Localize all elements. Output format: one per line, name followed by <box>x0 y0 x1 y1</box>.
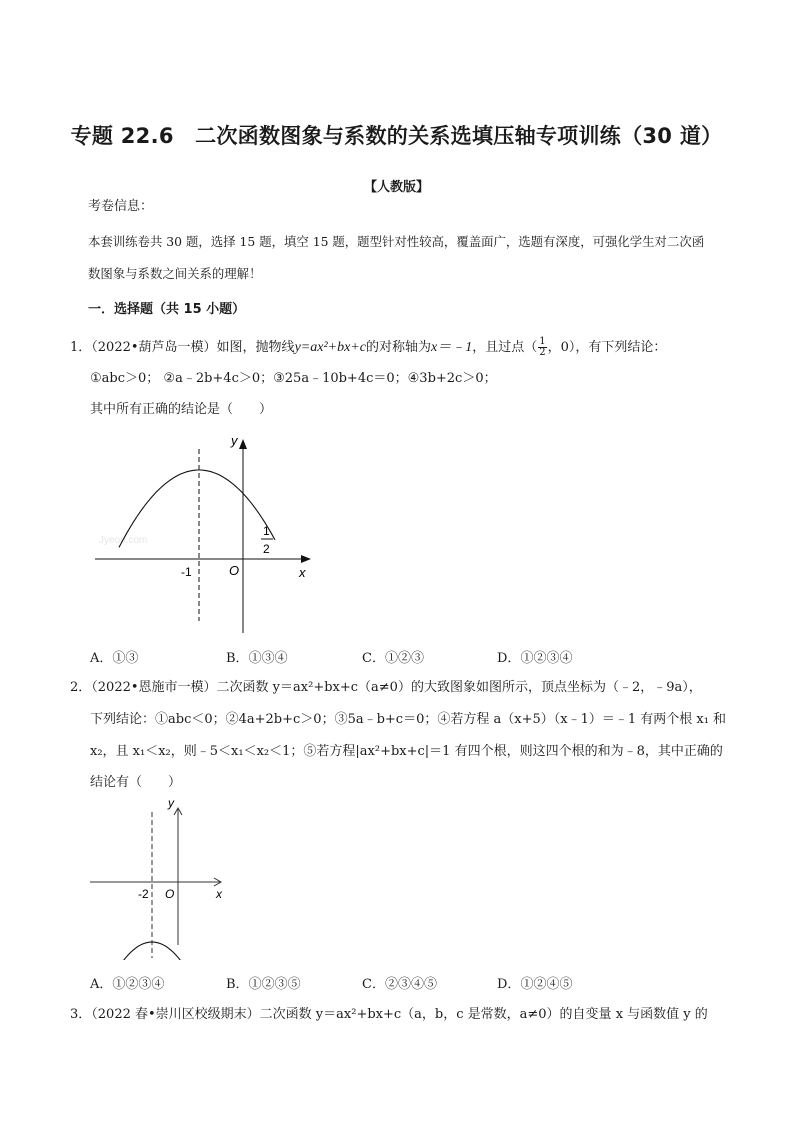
option-value: ①③ <box>112 651 139 666</box>
origin-label: O <box>229 563 240 578</box>
parabola-curve <box>96 942 206 960</box>
q2-option-c[interactable] <box>362 973 437 992</box>
question-1-graph <box>85 425 325 640</box>
question-text: ，且过点（ <box>472 340 538 355</box>
option-value: ①②③④ <box>112 977 165 992</box>
option-value: ②③④⑤ <box>384 977 437 992</box>
question-number: 2． <box>70 680 92 695</box>
question-source: （2022 春•崇川区校级期末） <box>91 1007 260 1022</box>
question-1-prompt: 其中所有正确的结论是（ ） <box>90 402 273 417</box>
question-text: 的对称轴为 <box>365 340 431 355</box>
edition-label: 【人教版】 <box>363 180 429 195</box>
info-label: 考卷信息： <box>88 199 154 214</box>
option-value: ①②③④ <box>520 651 573 666</box>
q1-option-c[interactable] <box>362 647 424 666</box>
question-2-graph <box>80 790 240 960</box>
question-text: 如图，抛物线 <box>216 340 295 355</box>
question-2-line-2: 下列结论：①abc＜0；②4a+2b+c＞0；③5a﹣b+c＝0；④若方程 a（x+5）（x﹣1）＝﹣1 有两个根 x₁ 和 <box>90 712 727 727</box>
x-axis-arrow-icon <box>301 555 311 563</box>
question-source: （2022•恩施市一模） <box>91 680 217 695</box>
option-letter: B． <box>226 651 249 666</box>
tick-label-minus-1: -1 <box>181 565 192 579</box>
option-letter: D． <box>497 651 521 666</box>
fraction-numerator: 1 <box>539 336 546 347</box>
info-line-1: 本套训练卷共 30 题，选择 15 题，填空 15 题，题型针对性较高，覆盖面广，选题有深度，可强化学生对二次函 <box>88 234 705 249</box>
question-1-conclusions: ①abc＞0； ②a﹣2b+4c＞0；③25a﹣10b+4c＝0；④3b+2c＞0； <box>90 371 497 386</box>
question-text: 二次函数 y＝ax²+bx+c（a≠0）的大致图象如图所示，顶点坐标为（﹣2，﹣9a）， <box>216 680 702 695</box>
question-number: 3． <box>70 1007 92 1022</box>
question-2-line-3: x₂，且 x₁＜x₂，则﹣5＜x₁＜x₂＜1；⑤若方程|ax²+bx+c|＝1 有四个根，则这四个根的和为﹣8，其中正确的 <box>90 744 723 759</box>
symmetry-axis: x＝﹣1 <box>430 340 473 355</box>
point-fraction <box>538 337 546 358</box>
question-3-stem <box>70 1008 708 1021</box>
option-letter: A． <box>90 651 113 666</box>
x-axis-label: x <box>299 565 306 580</box>
q2-option-b[interactable] <box>226 973 301 992</box>
q2-option-d[interactable] <box>497 973 572 992</box>
y-axis-arrow-icon <box>239 439 247 449</box>
question-source: （2022•葫芦岛一模） <box>91 340 217 355</box>
watermark: Jyeoo.com <box>99 535 148 546</box>
origin-label: O <box>165 887 175 901</box>
option-value: ①②③ <box>384 651 424 666</box>
question-2-prompt: 结论有（ ） <box>90 775 182 790</box>
q1-option-a[interactable] <box>90 647 138 666</box>
option-letter: A． <box>90 977 113 992</box>
q2-option-a[interactable] <box>90 973 164 992</box>
root-label-denominator: 2 <box>263 542 270 556</box>
question-1-stem <box>70 337 666 358</box>
option-value: ①②③⑤ <box>248 977 301 992</box>
option-value: ①②④⑤ <box>520 977 573 992</box>
page-title: 专题 22.6 二次函数图象与系数的关系选填压轴专项训练（30 道） <box>70 124 723 148</box>
option-letter: B． <box>226 977 249 992</box>
fraction-denominator: 2 <box>539 347 546 358</box>
section-heading: 一．选择题（共 15 小题） <box>88 302 246 317</box>
q1-option-b[interactable] <box>226 647 288 666</box>
y-axis-label: y <box>168 796 174 810</box>
question-2-stem <box>70 681 702 694</box>
question-number: 1． <box>70 340 92 355</box>
tick-label-minus-2: -2 <box>138 887 149 901</box>
function-expression: y=ax²+bx+c <box>294 340 366 355</box>
root-label-numerator: 1 <box>263 524 270 538</box>
y-axis-label: y <box>231 433 238 448</box>
q1-option-d[interactable] <box>497 647 572 666</box>
info-line-2: 数图象与系数之间关系的理解！ <box>88 266 262 281</box>
x-axis-label: x <box>216 887 222 901</box>
question-text: ，0），有下列结论： <box>547 340 667 355</box>
question-text: 二次函数 y＝ax²+bx+c（a，b，c 是常数，a≠0）的自变量 x 与函数值 y 的 <box>259 1007 708 1022</box>
option-letter: D． <box>497 977 521 992</box>
option-letter: C． <box>362 977 385 992</box>
option-letter: C． <box>362 651 385 666</box>
option-value: ①③④ <box>248 651 288 666</box>
